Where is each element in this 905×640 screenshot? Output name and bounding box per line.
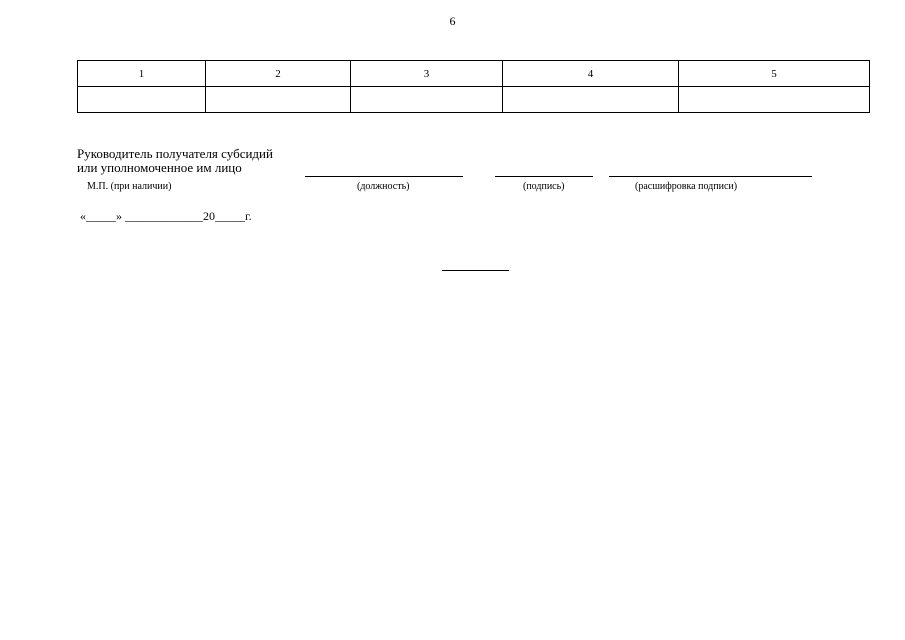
table-header-cell: 3 [351, 61, 503, 87]
signatory-title-line: или уполномоченное им лицо [77, 160, 242, 175]
position-label: (должность) [357, 181, 410, 192]
signature-line [495, 176, 593, 177]
table-row [78, 87, 870, 113]
table-cell [679, 87, 870, 113]
table-header-cell: 1 [78, 61, 206, 87]
table-cell [503, 87, 679, 113]
date-line: «_____» _____________20_____г. [80, 209, 252, 223]
form-table [77, 60, 870, 113]
end-of-document-line [442, 270, 509, 271]
table-header-row [78, 61, 870, 87]
signatory-title-line: Руководитель получателя субсидий [77, 146, 273, 161]
stamp-label: М.П. (при наличии) [87, 181, 172, 192]
table-cell [206, 87, 351, 113]
position-line [305, 176, 463, 177]
table-cell [351, 87, 503, 113]
decoding-label: (расшифровка подписи) [635, 181, 738, 192]
decoding-line [609, 176, 812, 177]
table-header-cell: 2 [206, 61, 351, 87]
page-number: 6 [449, 14, 456, 28]
table-header-cell: 4 [503, 61, 679, 87]
table-cell [78, 87, 206, 113]
table-header-cell: 5 [679, 61, 870, 87]
signature-label: (подпись) [523, 181, 565, 192]
signatory-title [77, 147, 273, 175]
